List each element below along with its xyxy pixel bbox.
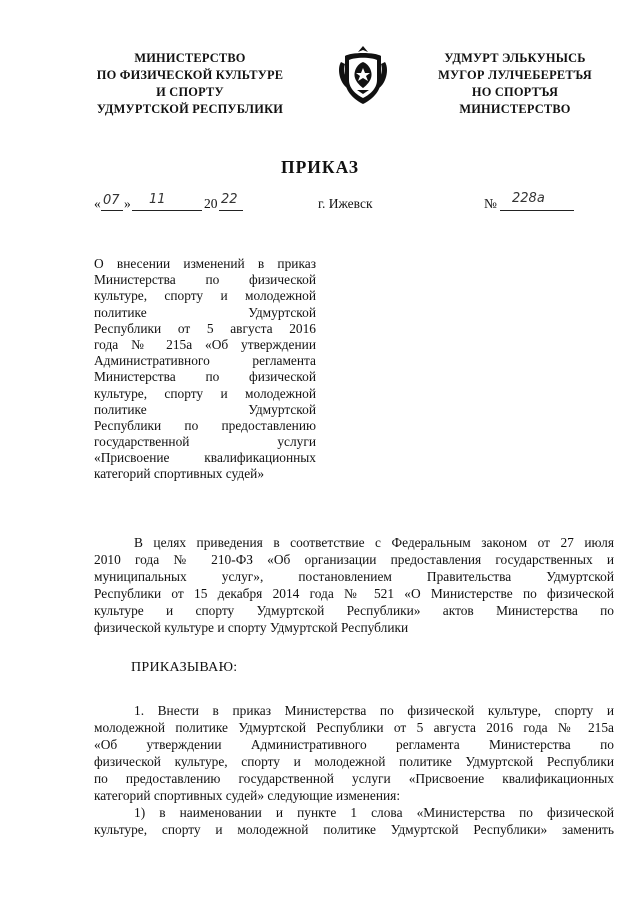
date-month: 11 — [149, 192, 166, 207]
ministry-name-line: МУГОР ЛУЛЧЕБЕРЕТЪЯ — [438, 68, 592, 82]
ministry-name-line: УДМУРТ ЭЛЬКУНЫСЬ — [444, 51, 586, 65]
item-line: 1. Внести в приказ Министерства по физической культуре, спорту и — [134, 703, 614, 718]
order-directive: ПРИКАЗЫВАЮ: — [131, 660, 238, 675]
item-line: по предоставлению государственной услуги «Присвоение квалификационных — [94, 771, 614, 786]
subject-line: О внесении изменений в приказ — [94, 256, 316, 271]
number-sign: № — [484, 196, 497, 211]
subject-line: категорий спортивных судей» — [94, 466, 265, 482]
subject-line: политике Удмуртской — [94, 304, 316, 320]
order-subitem-1 — [94, 804, 614, 838]
order-number: 228а — [512, 191, 545, 206]
month-underline — [132, 210, 202, 211]
subitem-line: 1) в наименовании и пункте 1 слова «Министерства по физической — [134, 805, 614, 820]
preamble-line: физической культуре и спорту Удмуртской Республики — [94, 620, 409, 635]
date-day: 07 — [103, 193, 120, 208]
date-year-prefix: 20 — [204, 196, 218, 211]
year-underline — [219, 210, 243, 211]
preamble-line: культуре и спорту Удмуртской Республики» актов Министерства по — [94, 603, 614, 618]
subject-line: года № 215а «Об утверждении — [94, 336, 316, 352]
subject-line: «Присвоение квалификационных — [94, 450, 316, 466]
ministry-name-line: ПО ФИЗИЧЕСКОЙ КУЛЬТУРЕ — [96, 68, 284, 82]
number-underline — [500, 210, 574, 211]
date-open-quote: « — [94, 196, 101, 211]
subject-line: государственной услуги — [94, 434, 316, 450]
ministry-name-line: МИНИСТЕРСТВО — [134, 51, 246, 65]
subject-line: культуре, спорту и молодежной — [94, 288, 316, 304]
ministry-name-line: УДМУРТСКОЙ РЕСПУБЛИКИ — [96, 102, 284, 116]
ministry-name-russian — [60, 50, 320, 118]
ministry-name-udmurt — [418, 50, 612, 118]
subject-line: Министерства по физической — [94, 369, 316, 385]
subject-line: Республики от 5 августа 2016 — [94, 320, 316, 336]
preamble-line: В целях приведения в соответствие с Федеральным законом от 27 июля — [134, 535, 614, 550]
preamble-line: муниципальных услуг», постановлением Правительства Удмуртской — [94, 569, 614, 584]
city: г. Ижевск — [318, 196, 373, 211]
subject-line: Республики по предоставлению — [94, 417, 316, 433]
subject-line: Административного регламента — [94, 353, 316, 369]
order-subject — [94, 256, 316, 483]
udmurt-coat-of-arms-icon — [333, 42, 393, 106]
item-line: категорий спортивных судей» следующие изменения: — [94, 788, 401, 803]
preamble-line: Республики от 15 декабря 2014 года № 521 «О Министерстве по физической — [94, 586, 614, 601]
preamble-paragraph — [94, 534, 614, 636]
item-line: «Об утверждении Административного регламента Министерства по — [94, 737, 614, 752]
ministry-name-line: НО СПОРТЪЯ — [471, 85, 559, 99]
item-line: физической культуре, спорту и молодежной политике Удмуртской Республики — [94, 754, 614, 769]
ministry-name-line: И СПОРТУ — [156, 85, 224, 99]
subitem-line: культуре, спорту и молодежной политике Удмуртской Республики» заменить — [94, 822, 614, 837]
date-year-suffix: 22 — [221, 192, 238, 207]
item-line: молодежной политике Удмуртской Республики от 5 августа 2016 года № 215а — [94, 720, 614, 735]
subject-line: культуре, спорту и молодежной — [94, 385, 316, 401]
day-underline — [101, 210, 123, 211]
document-title: ПРИКАЗ — [280, 157, 360, 177]
ministry-name-line: МИНИСТЕРСТВО — [459, 102, 571, 116]
date-close-quote: » — [124, 196, 131, 211]
preamble-line: 2010 года № 210-ФЗ «Об организации предоставления государственных и — [94, 552, 614, 567]
subject-line: политике Удмуртской — [94, 401, 316, 417]
subject-line: Министерства по физической — [94, 272, 316, 288]
order-item-1 — [94, 702, 614, 804]
